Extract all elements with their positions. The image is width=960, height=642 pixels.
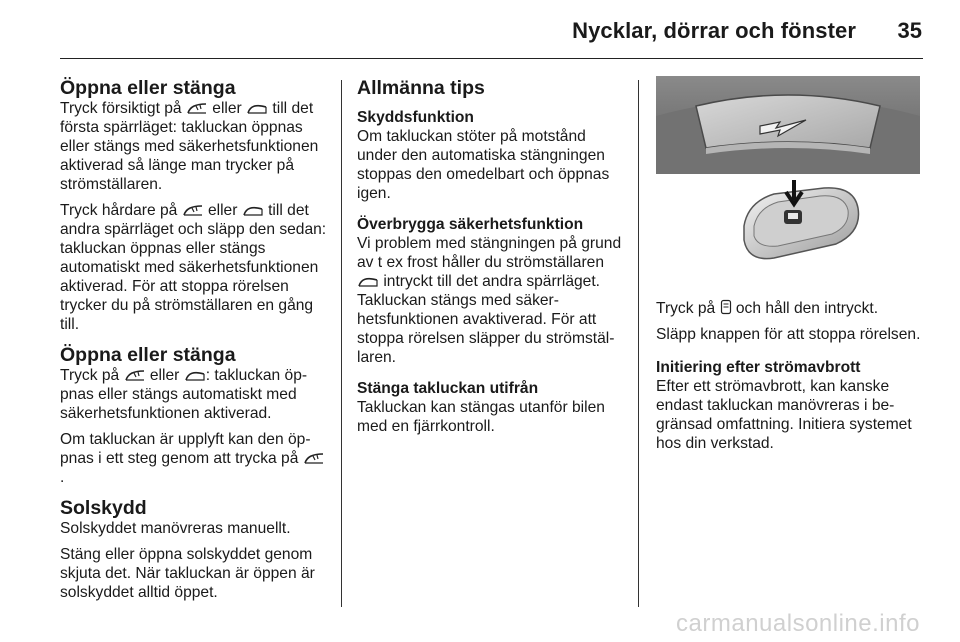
text: Om takluckan är upplyft kan den öppnas i ett steg genom att trycka på <box>60 431 311 467</box>
text: eller <box>207 100 247 117</box>
section-init <box>656 358 924 453</box>
sunroof-close-icon <box>242 203 264 217</box>
page-title: Nycklar, dörrar och fönster <box>572 18 856 43</box>
text: Tryck på <box>656 300 720 317</box>
page-number: 35 <box>897 18 922 43</box>
text: eller <box>203 202 242 219</box>
paragraph <box>60 430 327 487</box>
paragraph <box>60 366 327 423</box>
column-1 <box>60 77 327 609</box>
text: Tryck hårdare på <box>60 202 182 219</box>
sunroof-open-icon <box>303 451 325 465</box>
sunroof-close-icon <box>246 101 268 115</box>
column-2 <box>357 77 623 443</box>
sunroof-open-icon <box>186 101 208 115</box>
section-open-close-1 <box>60 77 327 334</box>
section-title: Allmänna tips <box>357 77 485 99</box>
section-title: Öppna eller stänga <box>60 77 236 99</box>
section-protection <box>357 108 623 203</box>
paragraph: Om takluckan stöter på motstånd under den automatiska stängningen stoppas den omedelbart och öppnas igen. <box>357 128 610 202</box>
paragraph: Stäng eller öppna solskyddet genom skjuta det. När takluckan är öppen är solskyddet alltid öppet. <box>60 546 315 601</box>
column-divider-2 <box>638 80 639 607</box>
text: och håll den intryckt. <box>731 300 879 317</box>
text: till det andra spärrläget och släpp den sedan: takluckan öppnas eller stängs automatiskt med säkerhetsfunktionen aktiverad. För att stoppa rörelsen trycker du på strömställaren en gång till. <box>60 202 327 333</box>
subsection-title: Skyddsfunktion <box>357 109 474 126</box>
text: intryckt till det andra spärrläget. Takluckan stängs med säkerhetsfunktionen avaktiverad. För att stoppa rörelsen släpper du strömställaren. <box>357 273 615 366</box>
text: Tryck försiktigt på <box>60 100 186 117</box>
subsection-title: Överbrygga säkerhetsfunktion <box>357 216 584 233</box>
sunroof-open-icon <box>124 368 146 382</box>
paragraph: Släpp knappen för att stoppa rörelsen. <box>656 326 921 343</box>
sunroof-open-icon <box>182 203 204 217</box>
section-close-outside <box>357 379 623 436</box>
paragraph <box>60 99 327 194</box>
subsection-title: Stänga takluckan utifrån <box>357 380 539 397</box>
section-override <box>357 215 623 367</box>
sunroof-close-icon <box>357 274 379 288</box>
text: eller <box>145 367 184 384</box>
sunroof-remote-illustration <box>656 76 920 286</box>
paragraph: Solskyddet manövreras manuellt. <box>60 520 291 537</box>
text: till det första spärrläget: takluckan öppnas eller stängs med säkerhetsfunktionen aktiverad så länge man trycker på strömställaren. <box>60 100 319 193</box>
paragraph <box>357 234 623 367</box>
paragraph <box>656 299 924 318</box>
column-3 <box>656 299 924 460</box>
section-open-close-2 <box>60 344 327 487</box>
section-title: Solskydd <box>60 497 147 519</box>
subsection-title: Initiering efter strömavbrott <box>656 359 861 376</box>
section-title: Öppna eller stänga <box>60 344 236 366</box>
figure-sunroof-remote <box>656 76 920 286</box>
text: : takluckan öppnas eller stängs automatiskt med säkerhetsfunktionen aktiverad. <box>60 367 308 422</box>
key-sunroof-button-icon <box>720 299 732 315</box>
paragraph <box>60 201 327 334</box>
paragraph: Efter ett strömavbrott, kan kanske endast takluckan manövreras i begränsad omfattning. Initiera systemet hos din verkstad. <box>656 378 912 452</box>
text: . <box>60 469 65 486</box>
sunroof-close-icon <box>184 368 206 382</box>
section-sunshade <box>60 497 327 602</box>
paragraph: Takluckan kan stängas utanför bilen med en fjärrkontroll. <box>357 399 605 435</box>
watermark: carmanualsonline.info <box>676 610 920 637</box>
header-rule <box>60 58 923 59</box>
column-divider-1 <box>341 80 342 607</box>
text: Vi problem med stängningen på grund av t ex frost håller du strömställaren <box>357 235 622 271</box>
text: Tryck på <box>60 367 124 384</box>
